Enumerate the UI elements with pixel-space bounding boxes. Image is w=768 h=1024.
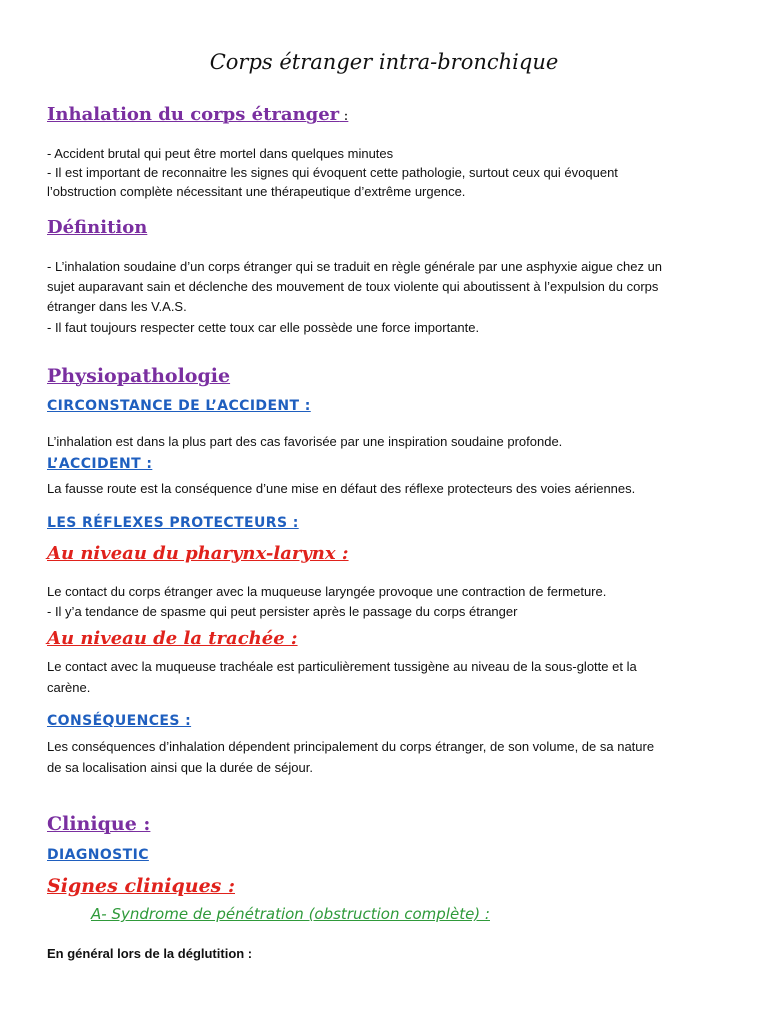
subheading-syndrome-penetration: A- Syndrome de pénétration (obstruction complète) : — [91, 905, 490, 923]
circonstance-text: L’inhalation est dans la plus part des cas favorisée par une inspiration soudaine profonde. — [47, 434, 563, 449]
accident-text: La fausse route est la conséquence d’une mise en défaut des réflexe protecteurs des voies aériennes. — [47, 481, 636, 496]
definition-line-1: - L’inhalation soudaine d’un corps étranger qui se traduit en règle générale par une asphyxie aigue chez un — [47, 259, 663, 274]
definition-line-3: étranger dans les V.A.S. — [47, 299, 187, 314]
pharynx-line-2: - Il y’a tendance de spasme qui peut persister après le passage du corps étranger — [47, 604, 518, 619]
section-heading-clinique: Clinique : — [47, 813, 151, 835]
inhalation-line-1: - Accident brutal qui peut être mortel dans quelques minutes — [47, 146, 394, 161]
inhalation-heading-text: Inhalation du corps étranger — [47, 104, 340, 125]
consequences-line-1: Les conséquences d’inhalation dépendent principalement du corps étranger, de son volume, de sa nature — [47, 739, 655, 754]
definition-line-4: - Il faut toujours respecter cette toux car elle possède une force importante. — [47, 320, 480, 335]
inhalation-line-3: l’obstruction complète nécessitant une thérapeutique d’extrême urgence. — [47, 184, 466, 199]
inhalation-line-2: - Il est important de reconnaitre les signes qui évoquent cette pathologie, surtout ceux qui évoquent — [47, 165, 618, 180]
subheading-accident: L’ACCIDENT : — [47, 456, 153, 472]
trachee-line-2: carène. — [47, 680, 91, 695]
document-title: Corps étranger intra-bronchique — [209, 50, 559, 74]
subheading-trachee: Au niveau de la trachée : — [47, 628, 298, 649]
consequences-line-2: de sa localisation ainsi que la durée de séjour. — [47, 760, 313, 775]
section-heading-definition: Définition — [47, 217, 148, 238]
section-heading-inhalation — [47, 104, 348, 125]
section-heading-physiopathologie: Physiopathologie — [47, 365, 231, 387]
subheading-diagnostic: DIAGNOSTIC — [47, 847, 149, 863]
trachee-line-1: Le contact avec la muqueuse trachéale est particulièrement tussigène au niveau de la sous-glotte et la — [47, 659, 637, 674]
pharynx-line-1: Le contact du corps étranger avec la muqueuse laryngée provoque une contraction de fermeture. — [47, 584, 607, 599]
subheading-reflexes: LES RÉFLEXES PROTECTEURS : — [47, 515, 299, 531]
inhalation-heading-colon: : — [339, 108, 349, 124]
subheading-pharynx-larynx: Au niveau du pharynx-larynx : — [47, 543, 349, 564]
subheading-consequences: CONSÉQUENCES : — [47, 713, 192, 729]
definition-line-2: sujet auparavant sain et déclenche des mouvement de toux violente qui aboutissent à l’expulsion du corps — [47, 279, 659, 294]
deglutition-text: En général lors de la déglutition : — [47, 946, 253, 961]
subheading-circonstance: CIRCONSTANCE DE L’ACCIDENT : — [47, 398, 311, 414]
subheading-signes-cliniques: Signes cliniques : — [47, 875, 235, 897]
